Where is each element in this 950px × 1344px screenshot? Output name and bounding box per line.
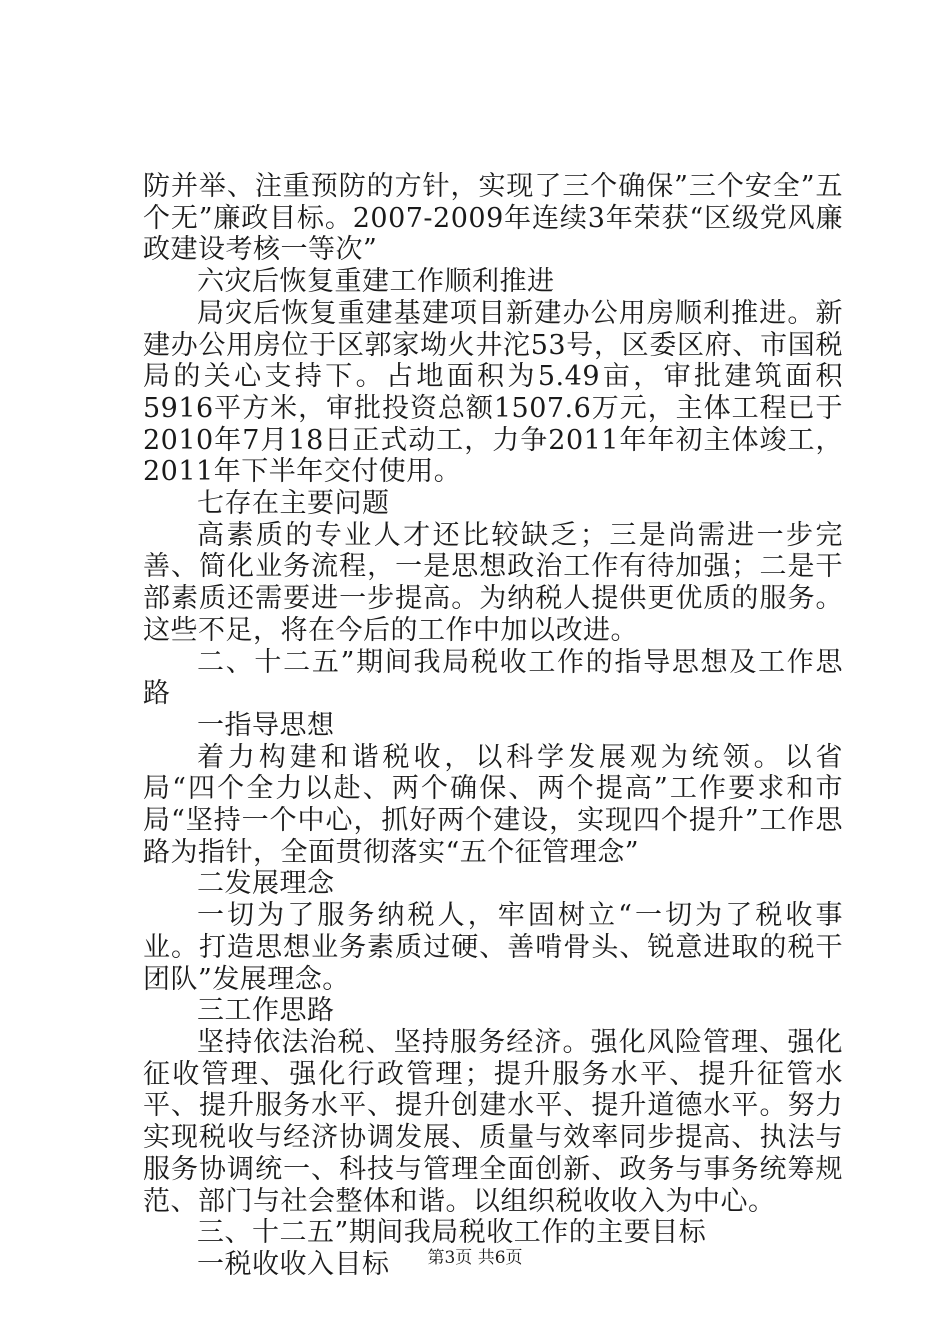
heading-revenue-target: 一税收收入目标 (197, 1248, 390, 1280)
heading-section-two: 二、十二五”期间我局税收工作的指导思想及工作思路 (143, 646, 843, 710)
paragraph-development-concept: 一切为了服务纳税人，牢固树立“一切为了税收事业。打造思想业务素质过硬、善啃骨头、锐意进取的税干团队”发展理念。 (143, 900, 843, 995)
paragraph-work-approach: 坚持依法治税、坚持服务经济。强化风险管理、强化征收管理、强化行政管理；提升服务水平、提升征管水平、提升服务水平、提升创建水平、提升道德水平。努力实现税收与经济协调发展、质量与效率同步提高、执法与服务协调统一、科技与管理全面创新、政务与事务统筹规范、部门与社会整体和谐。以组织税收收入为中心。 (143, 1026, 843, 1217)
heading-section-three: 三、十二五”期间我局税收工作的主要目标 (197, 1217, 707, 1249)
document-body (143, 171, 843, 1281)
page-number-footer: 第3页 共6页 (427, 1248, 523, 1268)
heading-guiding-thought: 一指导思想 (197, 709, 335, 741)
paragraph-problems: 高素质的专业人才还比较缺乏；三是尚需进一步完善、简化业务流程，一是思想政治工作有待加强；二是干部素质还需要进一步提高。为纳税人提供更优质的服务。这些不足，将在今后的工作中加以改进。 (143, 519, 843, 646)
paragraph-guiding-thought: 着力构建和谐税收，以科学发展观为统领。以省局“四个全力以赴、两个确保、两个提高”工作要求和市局“坚持一个中心，抓好两个建设，实现四个提升”工作思路为指针，全面贯彻落实“五个征管理念” (143, 741, 843, 868)
paragraph-1: 防并举、注重预防的方针，实现了三个确保”三个安全”五个无”廉政目标。2007-2009年连续3年荣获“区级党风廉政建设考核一等次” (143, 171, 843, 266)
paragraph-reconstruction: 局灾后恢复重建基建项目新建办公用房顺利推进。新建办公用房位于区郭家坳火井沱53号，区委区府、市国税局的关心支持下。占地面积为5.49亩，审批建筑面积5916平方米，审批投资总额1507.6万元，主体工程已于2010年7月18日正式动工，力争2011年年初主体竣工，2011年下半年交付使用。 (143, 297, 843, 488)
heading-development-concept: 二发展理念 (197, 868, 335, 900)
heading-work-approach: 三工作思路 (197, 995, 335, 1027)
heading-disaster-reconstruction: 六灾后恢复重建工作顺利推进 (197, 266, 555, 298)
heading-main-problems: 七存在主要问题 (197, 488, 390, 520)
